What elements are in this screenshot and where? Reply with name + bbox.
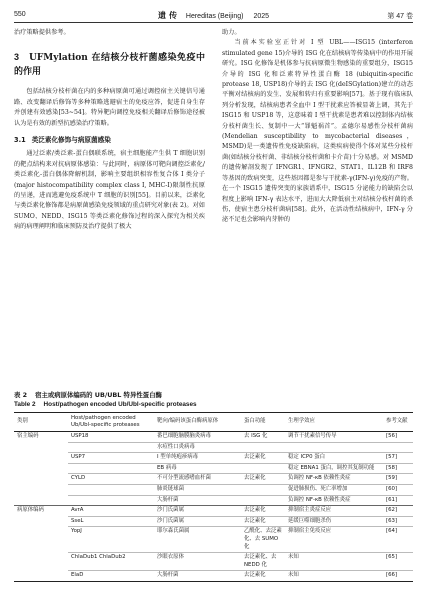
table-cell-protease: CYLD [68,474,154,485]
table-cell-reference: [59] [383,474,413,485]
column-header: 靶向/编码该蛋白酶病原体 [154,413,241,432]
table-cell-effect: 抑制宿主炎症反应 [285,506,383,517]
page-number: 550 [14,11,26,18]
table-title-cn: 宿主或病原体编码的 UB/UBL 特异性蛋白酶 [35,391,162,399]
table-cell-category: 病原体编码 [14,506,68,517]
table-cell-reference: [61] [383,495,413,506]
journal-year: 2025 [253,13,270,20]
table-row [14,506,413,517]
journal-name-cn: 遗传 [157,10,180,20]
table-cell-protease [68,463,154,474]
header-rule [14,22,413,23]
subsection-3-1-number: 3.1 [14,136,26,145]
table-row [14,495,413,506]
table-cell-category [14,571,68,582]
table-cell-function: 去泛素化、去 NEDD 化 [241,553,285,571]
table-row [14,442,413,453]
subsection-3-1-heading [14,135,205,145]
table-cell-effect [285,442,383,453]
table-cell-function [241,442,285,453]
subsection-3-1-title: 类泛素化修饰与病原菌感染 [31,136,111,145]
paragraph: 包括结核分枝杆菌在内的多种病原菌可通过调控宿主关键信号通路、改变翻译后修饰等多种策略逃避宿主的免疫应答，促进自身生存并创建有效感染[53~54]。特异靶向调控免疫相关翻译后修饰途径被认为是有效的新型抗感染治疗策略。 [14,88,205,127]
table-cell-function: 去泛素化 [241,474,285,485]
column-header: 蛋白功能 [241,413,285,432]
table-cell-function [241,463,285,474]
table-cell-pathogen: 沙眼衣原体 [154,553,241,571]
table-cell-pathogen: 肺炎链球菌 [154,484,241,495]
table-cell-effect: 延缓巨噬细胞杀伤 [285,516,383,527]
table-cell-function: 去泛素化 [241,506,285,517]
table-cell-reference [383,442,413,453]
table-row [14,516,413,527]
table-cell-pathogen: I 型单纯疱疹病毒 [154,453,241,464]
table-cell-category [14,495,68,506]
table-cell-category [14,553,68,571]
table-cell-category [14,474,68,485]
table-cell-pathogen: 番巴细胞脑膜脑炎病毒 [157,433,211,439]
table-cell-protease: USP18 [71,433,89,439]
table-cell-function [241,484,285,495]
column-header: Host/pathogen encoded Ub/Ubl-specific proteases [68,413,154,432]
table-cell-protease: YopJ [68,527,154,553]
table-cell-effect: 稳定 EBNA1 蛋白，调控其复制功能 [285,463,383,474]
table-row [14,463,413,474]
table-cell-pathogen: EB 病毒 [154,463,241,474]
table-row [14,553,413,571]
table-cell-reference: [65] [383,553,413,571]
table-label-cn: 表 2 [14,391,28,399]
table-row [14,484,413,495]
table-cell-effect: 未知 [285,553,383,571]
table-cell-effect: 调节干扰素信号传导 [288,433,337,439]
journal-name-en: Hereditas (Beijing) [185,13,244,20]
table-row [14,527,413,553]
table-label-en: Table 2 [14,401,36,408]
table-cell-effect: 负调控 NF-κB 依赖性炎症 [285,495,383,506]
table-cell-reference: [66] [383,571,413,582]
table-cell-protease: AvrA [68,506,154,517]
table-cell-function: 去 ISG 化 [244,433,268,439]
table-cell-pathogen: 沙门氏菌属 [154,516,241,527]
table-row [14,453,413,464]
table-cell-reference: [57] [383,453,413,464]
intro-text: 治疗策略提供参考。 [14,29,70,36]
section-3-title: UFMylation 在结核分枝杆菌感染免疫中的作用 [14,53,205,78]
table-cell-pathogen: 不可分型流感嗜血杆菌 [154,474,241,485]
section-3-number: 3 [14,52,20,63]
table-cell-protease [68,442,154,453]
table-cell-function [241,495,285,506]
table-cell-reference: [64] [383,527,413,553]
table-cell-effect: 抑制宿主免疫反应 [285,527,383,553]
table-cell-reference: [58] [383,463,413,474]
table-cell-category [14,484,68,495]
table-title-en: Host/pathogen encoded Ub/Ubl-specific proteases [43,401,197,408]
paragraph: 当前本实验室正针对 I 型 UBL——ISG15 (interferon stimulated gene 15)介导的 ISG 化在结核病等传染病中的作用开展研究。ISG 化修饰是机体参与抗病原微生物感染的重要组分，ISG15 介导的 ISG 化和泛素特异性蛋白酶 18 (ubiquitin-specific protease 18, USP18)介导的去 ISG 化(deISGylation)建立的动态平衡对结核病的发生、发展和转归有重要影响[57]。基于现有临床队列分析发现，结核病患者全血中 I 型干扰素应答被显著上调，其先于 ISG15 和 USP18 等，这意味着 I 型干扰素是患者难以控制体内结核分枝杆菌生长、复制中一大“罪魁祸首”。孟德尔易感性分枝杆菌病(Mendelian susceptibility to mycobacterial diseases，MSMD)是一类遗传性免疫缺陷病，这类疾病使得个体对某些分枝杆菌(如结核分枝杆菌、非结核分枝杆菌和卡介苗)十分易感。对 MSMD 的遗传解剖发现了 IFNGR1、IFNGR2、STAT1、IL12B 和 IRF8 等基因的致病突变，这些基因都是参与干扰素-γ(IFN-γ)免疫的产物。在一个 ISG15 遗传突变的家族谱系中，ISG15 分泌能力的缺陷会以程度上影响 IFN-γ 表达水平，进而大大降低宿主对结核分枝杆菌的杀伤，使宿主患分枝杆菌病[58]。此外，在活动性结核病中，IFN-γ 分泌不足也会影响内芽肿的 [222,39,413,224]
table-cell-category [14,516,68,527]
table-cell-function: 去泛素化 [241,571,285,582]
table-cell-protease [68,484,154,495]
column-header: 类别 [14,413,68,432]
table-cell-effect: 未知 [285,571,383,582]
table-cell-pathogen: 大肠杆菌 [154,495,241,506]
table-cell-protease: SseL [68,516,154,527]
table-cell-reference: [63] [383,516,413,527]
paragraph: 通过泛素/类泛素-蛋白偶联系统，宿主细胞能产生供 T 细胞识别的靶点结构来对抗病原体感染：与此同时，病原体可靶向调控泛素化/类泛素化-蛋白偶体降解机制，影响主要组织相容性复合体 I 类分子(major histocompatibility complex class I, MHC-I)限制性抗原的呈递，进而逃避免疫系统中 T 细胞的识别[55]。目前以来，泛素化与类泛素化修饰都是病原菌感染免疫领域的重点研究对象(表 2)。对如 SUMO、NEDD、ISG15 等类泛素化修饰过程的深入探究为相关疾病的病理阐明和临床预防及治疗提供了极大 [14,150,205,231]
table-cell-category [14,453,68,464]
protease-table [14,412,413,582]
table-caption-cn [14,391,413,400]
left-column [14,28,205,233]
table-cell-category [14,442,68,453]
table-cell-protease: ElaD [68,571,154,582]
table-cell-category [14,527,68,553]
table-cell-protease: ChlaDub1 ChlaDub2 [68,553,154,571]
volume-label: 第 47 卷 [387,13,413,20]
section-3-heading [14,50,205,79]
right-column [222,28,413,226]
table-cell-protease [68,495,154,506]
table-cell-category: 宿主编码 [17,433,39,439]
table-row [14,474,413,485]
table-cell-category [14,463,68,474]
table-cell-effect: 促进肺损伤、死亡率增加 [285,484,383,495]
table-cell-function: 乙酰化、去泛素化、去 SUMO 化 [241,527,285,553]
table-header-row [14,413,413,432]
column-header: 生理学效应 [285,413,383,432]
table-cell-reference: [56] [386,433,398,439]
table-caption-en [14,400,413,409]
table-cell-reference: [60] [383,484,413,495]
table-cell-pathogen: 水痘性口炎病毒 [154,442,241,453]
table-cell-function: 去泛素化 [241,516,285,527]
table-cell-pathogen: 耶尔森氏菌属 [154,527,241,553]
table-cell-pathogen: 沙门氏菌属 [154,506,241,517]
page-header [14,9,413,21]
table-cell-effect: 负调控 NF-κB 依赖性炎症 [285,474,383,485]
column-header: 参考文献 [383,413,413,432]
table-row [14,432,413,443]
table-row [14,571,413,582]
table-2 [14,391,413,582]
table-cell-effect: 稳定 ICP0 蛋白 [285,453,383,464]
table-cell-function: 去泛素化 [241,453,285,464]
table-cell-protease: USP7 [68,453,154,464]
journal-title [14,10,413,21]
table-cell-reference: [62] [383,506,413,517]
table-cell-pathogen: 大肠杆菌 [154,571,241,582]
paragraph: 助力。 [222,29,241,36]
